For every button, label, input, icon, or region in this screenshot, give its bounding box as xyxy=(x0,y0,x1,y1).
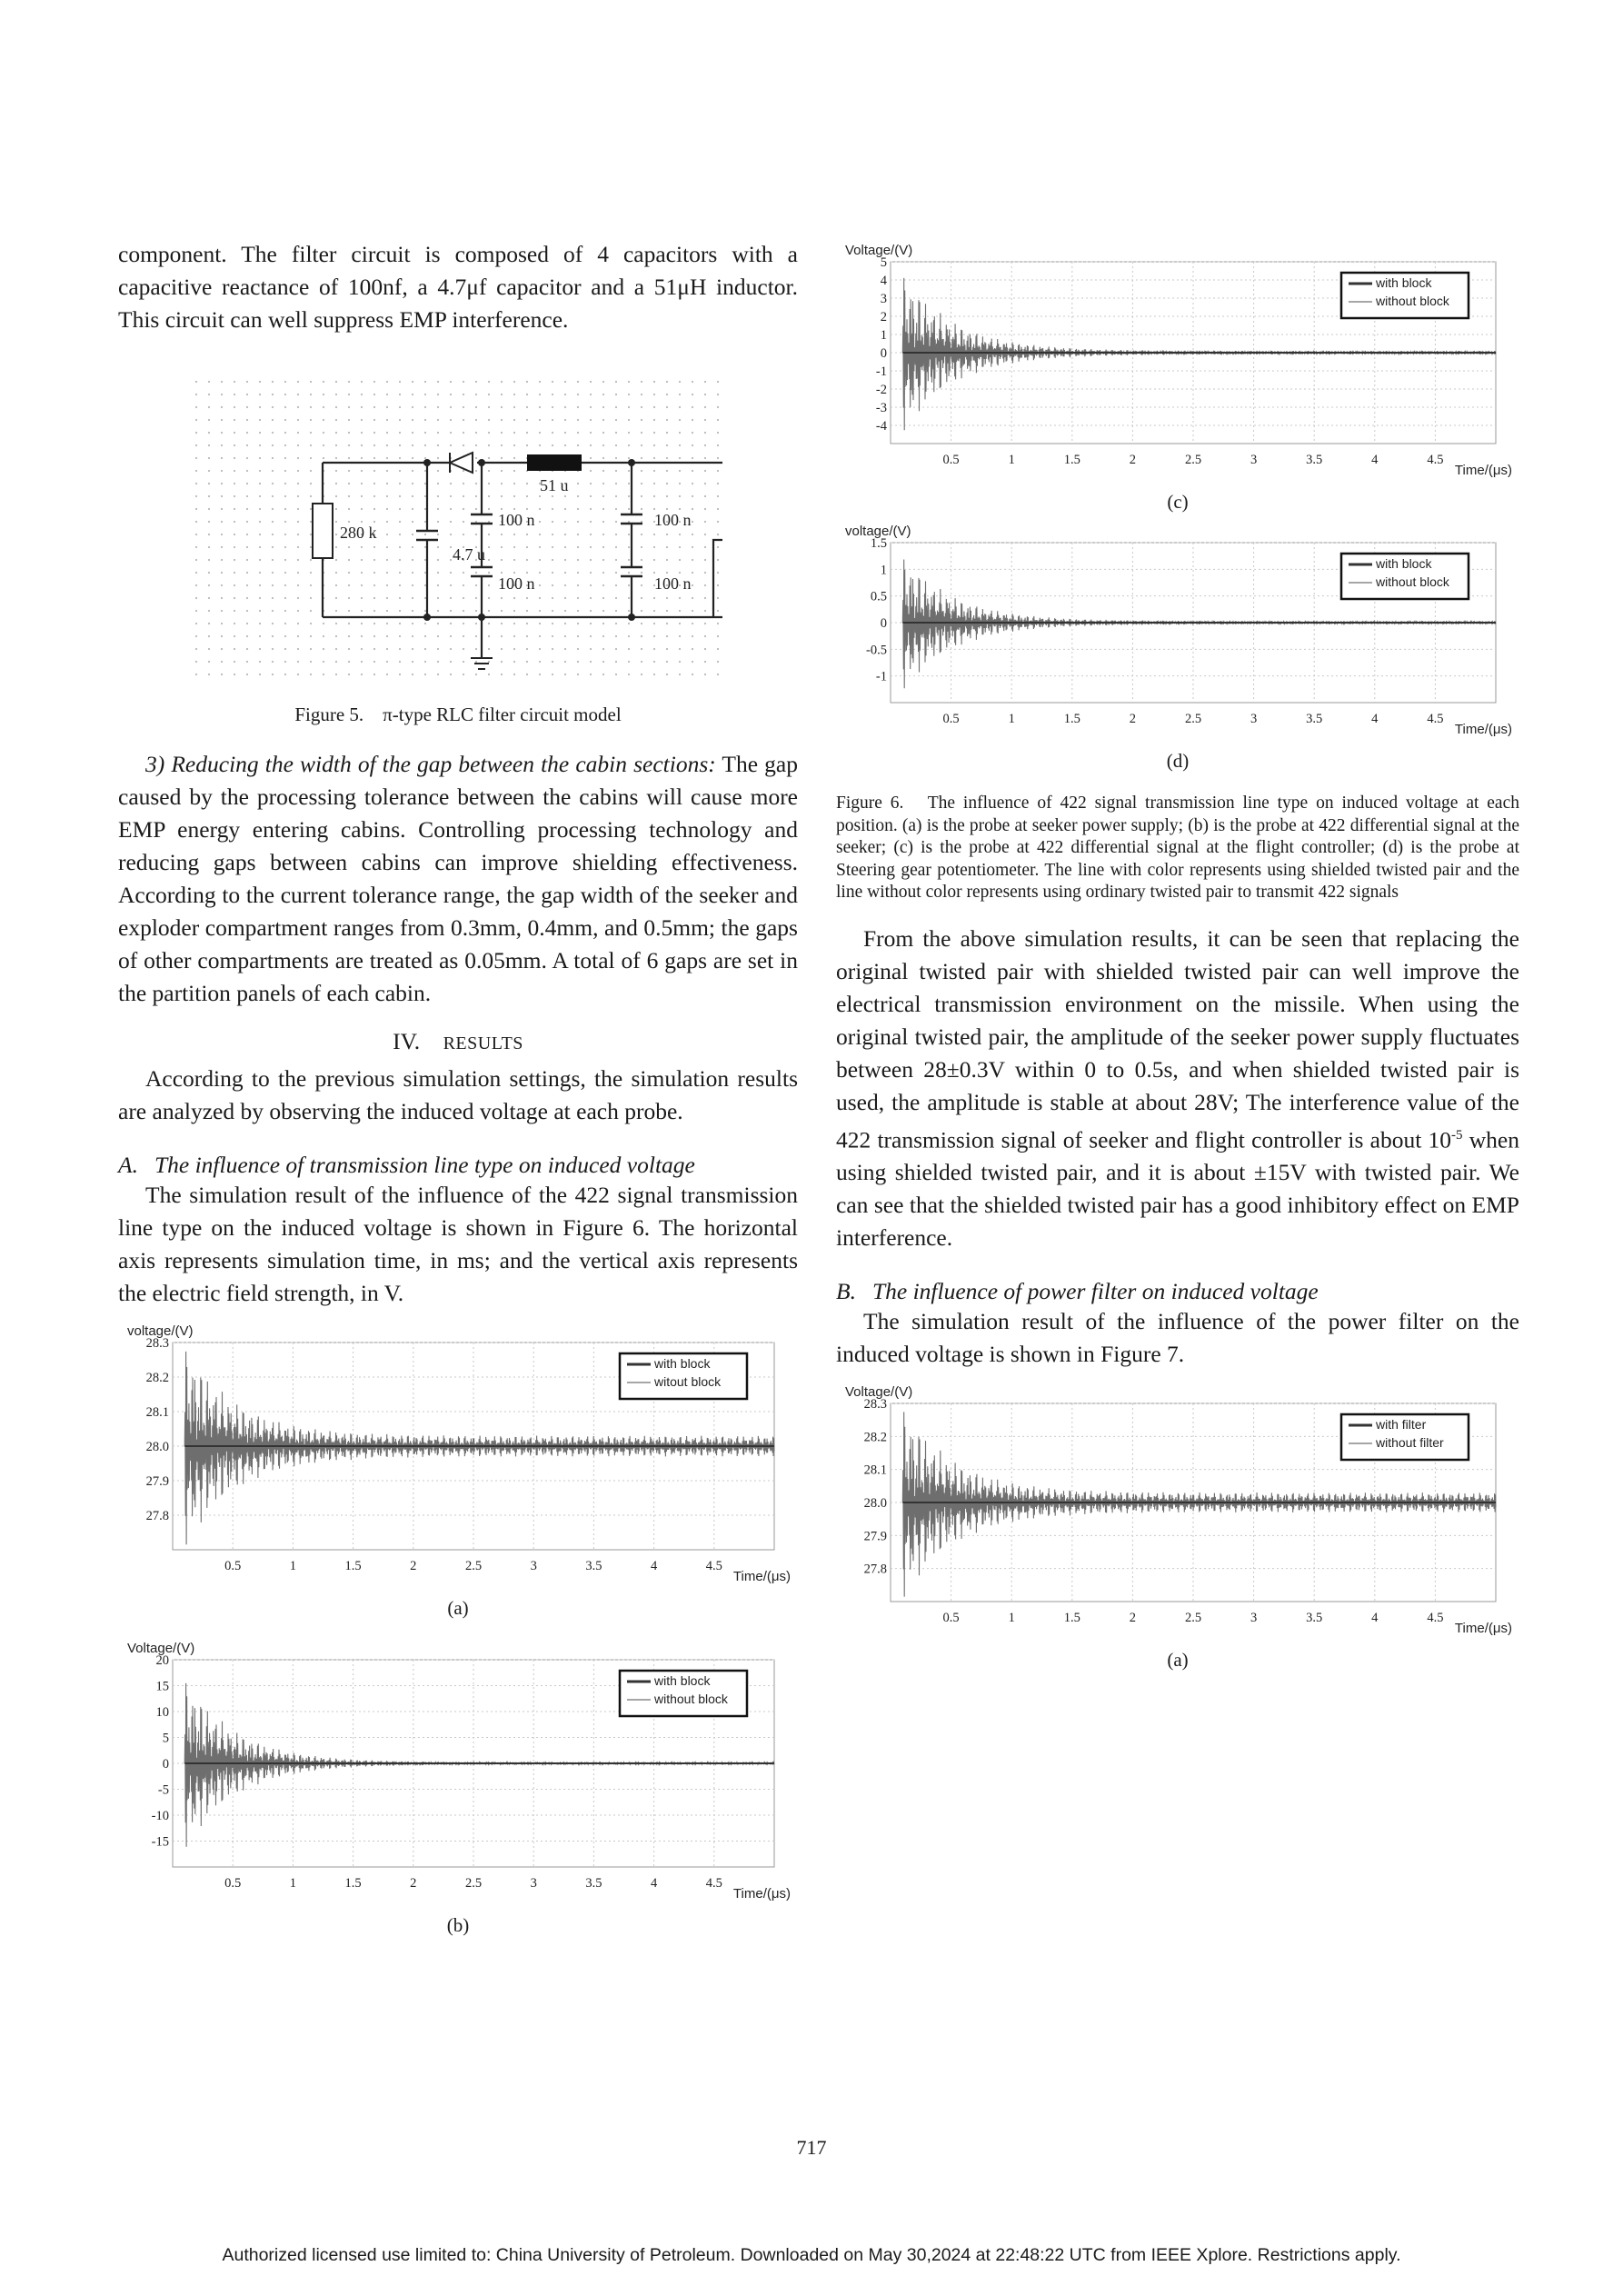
y-tick-label: 28.0 xyxy=(145,1440,169,1454)
x-tick-label: 4.5 xyxy=(1427,1611,1444,1625)
chart-fig7a xyxy=(836,1380,1519,1643)
x-tick-label: 4 xyxy=(1371,712,1379,726)
y-tick-label: 27.8 xyxy=(863,1562,887,1577)
figure-7a xyxy=(836,1380,1519,1672)
grid-background xyxy=(191,374,722,684)
x-tick-label: 4 xyxy=(650,1876,658,1891)
paragraph: component. The filter circuit is composed of 4 capacitors with a capacitive reactance of 100nf, a 4.7μf capacitor and a 51μH inductor. This circuit can well suppress EMP interference. xyxy=(118,241,798,333)
figure-6b xyxy=(118,1636,798,1937)
x-tick-label: 2.5 xyxy=(464,1876,483,1891)
page-number: 717 xyxy=(796,2136,827,2159)
right-column xyxy=(836,238,1519,1672)
subfigure-label: (a) xyxy=(1167,1649,1189,1671)
x-tick-label: 4.5 xyxy=(1427,712,1444,726)
x-tick-label: 4.5 xyxy=(1427,453,1444,467)
caption-text: π-type RLC filter circuit model xyxy=(383,704,622,725)
y-tick-label: 5 xyxy=(880,255,887,270)
caption-text: The influence of 422 signal transmission line type on induced voltage at each position. (a) is the probe at seeker power supply; (b) is the probe at 422 differential signal at the seeker; (c) is the probe at 422 differential signal at the flight controller; (d) is the probe at Steering gear potentiometer. The line with color represents using shielded twisted pair and the line without color represents using ordinary twisted pair to transmit 422 signals xyxy=(836,794,1519,902)
section-title: RESULTS xyxy=(443,1033,523,1053)
y-tick-label: 4 xyxy=(880,274,887,288)
x-tick-label: 4 xyxy=(1371,1611,1379,1625)
subsection-heading xyxy=(836,1278,1519,1305)
x-tick-label: 1.5 xyxy=(1063,712,1080,726)
subfigure-label: (d) xyxy=(1166,750,1190,772)
x-tick-label: 3.5 xyxy=(1306,453,1323,467)
figure-6d xyxy=(836,519,1519,773)
legend-label: without block xyxy=(1376,294,1449,308)
y-tick-label: 28.1 xyxy=(145,1405,169,1420)
y-axis-label: Voltage/(V) xyxy=(845,243,913,258)
chart-fig6c xyxy=(836,238,1519,485)
figure-5-caption xyxy=(118,704,798,726)
subsection-label: B. xyxy=(836,1278,856,1304)
x-tick-label: 1.5 xyxy=(344,1876,362,1891)
y-axis-label: Voltage/(V) xyxy=(845,1384,913,1400)
y-tick-label: 27.9 xyxy=(145,1474,169,1489)
figure-6c xyxy=(836,238,1519,514)
legend-label: with filter xyxy=(1376,1417,1427,1432)
legend-label: with block xyxy=(654,1356,711,1371)
x-axis-label: Time/(μs) xyxy=(732,1569,791,1584)
y-tick-label: 28.3 xyxy=(145,1336,169,1351)
legend-label: without block xyxy=(654,1692,728,1706)
x-tick-label: 2.5 xyxy=(1184,1611,1202,1625)
paragraph-text: From the above simulation results, it can be seen that replacing the original twisted pair with shielded twisted pair can well improve the electrical transmission environment on the missile. When using the original twisted pair, the amplitude of the seeker power supply fluctuates between 28±0.3V within 0 to 0.5s, and when shielded twisted pair is used, the amplitude is stable at about 28V; The interference value of the 422 transmission signal of seeker and flight controller is about 10 xyxy=(836,924,1519,1153)
figure-6-caption xyxy=(836,793,1519,904)
y-tick-label: 1 xyxy=(880,328,887,343)
cap-label: 100 n xyxy=(654,511,692,529)
subfigure-label: (c) xyxy=(1167,491,1189,513)
cap-label: 100 n xyxy=(498,511,535,529)
paragraph xyxy=(118,748,798,1010)
y-tick-label: 28.0 xyxy=(863,1496,887,1511)
y-tick-label: 5 xyxy=(162,1731,169,1746)
x-tick-label: 2 xyxy=(1129,1611,1137,1625)
y-tick-label: 27.9 xyxy=(863,1529,887,1544)
subsection-label: A. xyxy=(118,1152,138,1178)
inductor xyxy=(527,454,582,471)
left-column xyxy=(118,238,798,1937)
x-tick-label: 4 xyxy=(650,1559,658,1573)
x-tick-label: 4 xyxy=(1371,453,1379,467)
y-tick-label: 1.5 xyxy=(870,536,887,551)
x-axis-label: Time/(μs) xyxy=(732,1886,791,1902)
x-tick-label: 2.5 xyxy=(1184,712,1202,726)
y-tick-label: -3 xyxy=(875,401,887,415)
x-tick-label: 3 xyxy=(1250,453,1258,467)
inductor-label: 51 u xyxy=(540,476,569,494)
x-tick-label: 3 xyxy=(530,1559,537,1573)
y-tick-label: 0 xyxy=(880,616,887,631)
subfigure-label: (a) xyxy=(447,1597,469,1619)
x-tick-label: 1.5 xyxy=(1063,1611,1080,1625)
x-tick-label: 3 xyxy=(1250,1611,1258,1625)
x-tick-label: 0.5 xyxy=(942,1611,960,1625)
caption-label: Figure 6. xyxy=(836,794,904,813)
y-tick-label: -15 xyxy=(151,1834,169,1850)
x-axis-label: Time/(μs) xyxy=(1454,1621,1512,1636)
y-tick-label: 1 xyxy=(880,563,887,578)
y-tick-label: 0.5 xyxy=(870,589,887,604)
y-axis-label: Voltage/(V) xyxy=(127,1641,195,1656)
x-tick-label: 2.5 xyxy=(464,1559,483,1573)
x-tick-label: 2.5 xyxy=(1184,453,1202,467)
paragraph-text: when using shielded twisted pair, and it is about ±15V with twisted pair. We can see that the shielded twisted pair has a good inhibitory effect on EMP interference. xyxy=(836,1126,1520,1251)
y-tick-label: 27.8 xyxy=(145,1509,169,1523)
paragraph-text: The gap caused by the processing tolerance between the cabins will cause more EMP energy entering cabins. Controlling processing technology and reducing gaps between cabins can improve shielding effectiveness. According to the current tolerance range, the gap width of the seeker and exploder compartment ranges from 0.3mm, 0.4mm, and 0.5mm; the gaps of other compartments are treated as 0.05mm. A total of 6 gaps are set in the partition panels of each cabin. xyxy=(118,751,798,1006)
y-tick-label: 0 xyxy=(880,346,887,361)
footer-notice: Authorized licensed use limited to: China University of Petroleum. Downloaded on May 30,2024 at 22:48:22 UTC from IEEE Xplore. Restrictions apply. xyxy=(222,2245,1401,2265)
x-tick-label: 1.5 xyxy=(344,1559,362,1573)
y-tick-label: 28.1 xyxy=(863,1462,887,1478)
y-axis-label: voltage/(V) xyxy=(127,1323,194,1339)
subsection-heading xyxy=(118,1152,798,1179)
y-tick-label: 10 xyxy=(155,1705,169,1720)
legend-label: without block xyxy=(1376,574,1449,589)
y-tick-label: 28.3 xyxy=(863,1397,887,1412)
x-tick-label: 3.5 xyxy=(1306,1611,1323,1625)
paragraph: The simulation result of the influence of the power filter on the induced voltage is shown in Figure 7. xyxy=(836,1308,1519,1367)
y-axis-label: voltage/(V) xyxy=(845,524,911,539)
paragraph: The simulation result of the influence of the 422 signal transmission line type on the induced voltage is shown in Figure 6. The horizontal axis represents simulation time, in ms; and the vertical axis represents the electric field strength, in V. xyxy=(118,1182,798,1306)
x-tick-label: 0.5 xyxy=(224,1559,242,1573)
y-tick-label: 2 xyxy=(880,310,887,324)
x-tick-label: 2 xyxy=(410,1559,417,1573)
x-tick-label: 3 xyxy=(1250,712,1258,726)
x-axis-label: Time/(μs) xyxy=(1454,722,1512,737)
y-tick-label: 28.2 xyxy=(145,1371,169,1385)
x-tick-label: 1 xyxy=(289,1559,297,1573)
x-tick-label: 0.5 xyxy=(224,1876,242,1891)
legend-label: without filter xyxy=(1376,1435,1444,1450)
chart-fig6b xyxy=(118,1636,798,1909)
cap-label: 100 n xyxy=(498,574,535,593)
x-tick-label: 2 xyxy=(1129,712,1137,726)
runin-heading: 3) Reducing the width of the gap between the cabin sections: xyxy=(145,751,716,777)
legend-label: with block xyxy=(1376,275,1432,290)
y-tick-label: 20 xyxy=(155,1653,169,1668)
x-tick-label: 2 xyxy=(1129,453,1137,467)
x-tick-label: 0.5 xyxy=(942,453,960,467)
y-tick-label: 0 xyxy=(162,1757,169,1772)
resistor-label: 280 k xyxy=(340,524,377,542)
cap-label: 100 n xyxy=(654,574,692,593)
chart-fig6d xyxy=(836,519,1519,744)
y-tick-label: -10 xyxy=(151,1809,169,1823)
x-tick-label: 4.5 xyxy=(705,1559,722,1573)
resistor xyxy=(313,504,333,558)
legend-label: witout block xyxy=(654,1374,722,1389)
x-tick-label: 3.5 xyxy=(1306,712,1323,726)
x-tick-label: 1.5 xyxy=(1063,453,1080,467)
y-tick-label: 3 xyxy=(880,292,887,306)
x-tick-label: 2 xyxy=(410,1876,417,1891)
section-number: IV. xyxy=(393,1028,421,1054)
y-tick-label: 28.2 xyxy=(863,1430,887,1445)
y-tick-label: 15 xyxy=(155,1679,169,1694)
cap-label: 4.7 u xyxy=(453,545,485,564)
figure-6a xyxy=(118,1319,798,1620)
x-axis-label: Time/(μs) xyxy=(1454,463,1512,478)
circuit-diagram xyxy=(118,367,798,694)
x-tick-label: 3.5 xyxy=(585,1559,602,1573)
figure-5 xyxy=(118,367,798,726)
chart-fig6a xyxy=(118,1319,798,1592)
x-tick-label: 0.5 xyxy=(942,712,960,726)
y-tick-label: -4 xyxy=(875,419,887,434)
x-tick-label: 1 xyxy=(1008,1611,1015,1625)
legend-label: with block xyxy=(1376,556,1432,571)
subsection-title: The influence of power filter on induced voltage xyxy=(871,1278,1319,1304)
legend-label: with block xyxy=(654,1673,711,1688)
y-tick-label: -5 xyxy=(157,1782,169,1798)
section-heading xyxy=(118,1028,798,1055)
paragraph xyxy=(836,923,1519,1255)
x-tick-label: 3 xyxy=(530,1876,537,1891)
x-tick-label: 3.5 xyxy=(585,1876,602,1891)
caption-label: Figure 5. xyxy=(294,704,364,725)
superscript: -5 xyxy=(1451,1127,1463,1143)
paragraph: According to the previous simulation settings, the simulation results are analyzed by observing the induced voltage at each probe. xyxy=(118,1065,798,1124)
subfigure-label: (b) xyxy=(446,1914,470,1936)
x-tick-label: 1 xyxy=(1008,453,1015,467)
x-tick-label: 1 xyxy=(1008,712,1015,726)
x-tick-label: 1 xyxy=(289,1876,297,1891)
x-tick-label: 4.5 xyxy=(705,1876,722,1891)
subsection-title: The influence of transmission line type on induced voltage xyxy=(154,1152,695,1178)
y-tick-label: -2 xyxy=(875,383,887,397)
y-tick-label: -1 xyxy=(875,364,887,379)
y-tick-label: -0.5 xyxy=(866,643,887,658)
y-tick-label: -1 xyxy=(875,669,887,684)
